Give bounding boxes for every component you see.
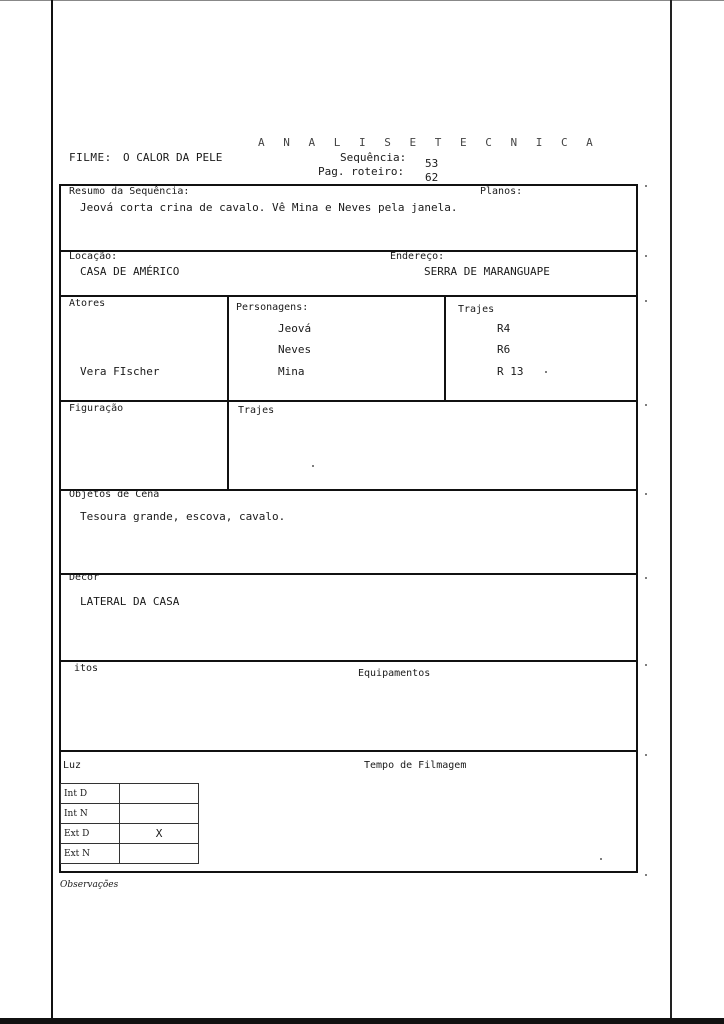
form-border-left bbox=[59, 184, 61, 873]
equipment-label: Equipamentos bbox=[358, 668, 431, 679]
lighting-mark bbox=[120, 784, 199, 804]
address-label: Endereço: bbox=[390, 251, 445, 262]
divider-summary bbox=[59, 250, 638, 252]
divider-cast bbox=[59, 400, 638, 402]
lighting-key: Ext D bbox=[61, 824, 120, 844]
shots-label: Planos: bbox=[480, 186, 523, 197]
decor-label: Decor bbox=[69, 572, 100, 583]
location-label: Locação: bbox=[69, 251, 118, 262]
table-row bbox=[61, 804, 199, 824]
extras-label: Figuração bbox=[69, 403, 124, 414]
scan-speck bbox=[645, 255, 647, 257]
extras-costumes-label: Trajes bbox=[238, 405, 275, 416]
cast-divider-1 bbox=[227, 295, 229, 400]
shooting-time-label: Tempo de Filmagem bbox=[364, 760, 467, 771]
divider-props bbox=[59, 573, 638, 575]
actors-label: Atores bbox=[69, 298, 106, 309]
lighting-key: Int D bbox=[61, 784, 120, 804]
form-border-right bbox=[636, 184, 638, 873]
sequence-number: 53 bbox=[425, 157, 439, 170]
scan-speck bbox=[645, 185, 647, 187]
scan-speck bbox=[645, 404, 647, 406]
table-row bbox=[61, 784, 199, 804]
costume-code: R 13 bbox=[497, 365, 524, 378]
props-value: Tesoura grande, escova, cavalo. bbox=[80, 510, 286, 523]
divider-bottom bbox=[59, 871, 638, 873]
actor-name: Vera FIscher bbox=[80, 365, 160, 378]
location-value: CASA DE AMÉRICO bbox=[80, 265, 180, 278]
table-row bbox=[61, 844, 199, 864]
divider-location bbox=[59, 295, 638, 297]
scan-speck bbox=[312, 465, 314, 467]
costume-code: R4 bbox=[497, 322, 511, 335]
script-page-label: Pag. roteiro: bbox=[318, 165, 405, 178]
scan-speck bbox=[645, 754, 647, 756]
scan-speck bbox=[645, 577, 647, 579]
summary-text: Jeová corta crina de cavalo. Vê Mina e Neves pela janela. bbox=[80, 201, 458, 214]
table-row bbox=[61, 824, 199, 844]
characters-label: Personagens: bbox=[236, 302, 309, 313]
decor-value: LATERAL DA CASA bbox=[80, 595, 180, 608]
scan-speck bbox=[645, 874, 647, 876]
sequence-label: Sequência: bbox=[340, 151, 407, 164]
character-name: Neves bbox=[278, 343, 312, 356]
film-title: O CALOR DA PELE bbox=[123, 151, 223, 164]
notes-label: Observações bbox=[60, 880, 119, 890]
sheet-edge-top bbox=[0, 0, 724, 1]
lighting-table bbox=[60, 783, 199, 864]
costumes-label: Trajes bbox=[458, 304, 495, 315]
scan-speck bbox=[645, 493, 647, 495]
sheet-edge-left bbox=[51, 0, 53, 1024]
lighting-mark bbox=[120, 844, 199, 864]
divider-effects bbox=[59, 750, 638, 752]
lighting-mark: X bbox=[120, 824, 199, 844]
lighting-label: Luz bbox=[63, 760, 82, 771]
character-name: Mina bbox=[278, 365, 305, 378]
scan-speck bbox=[600, 858, 602, 860]
costume-code: R6 bbox=[497, 343, 511, 356]
scan-speck bbox=[645, 300, 647, 302]
extras-divider bbox=[227, 400, 229, 489]
character-name: Jeová bbox=[278, 322, 312, 335]
address-value: SERRA DE MARANGUAPE bbox=[424, 265, 550, 278]
scan-speck bbox=[645, 664, 647, 666]
film-label: FILME: bbox=[69, 151, 112, 164]
script-page-number: 62 bbox=[425, 171, 439, 184]
sheet-edge-right bbox=[670, 0, 672, 1024]
sheet-edge-bottom bbox=[0, 1018, 724, 1024]
effects-label: itos bbox=[74, 663, 99, 674]
scan-speck bbox=[545, 371, 547, 373]
lighting-key: Int N bbox=[61, 804, 120, 824]
divider-decor bbox=[59, 660, 638, 662]
props-label: Objetos de Cena bbox=[69, 489, 160, 500]
lighting-mark bbox=[120, 804, 199, 824]
summary-label: Resumo da Sequência: bbox=[69, 186, 190, 197]
lighting-key: Ext N bbox=[61, 844, 120, 864]
form-title: A N A L I S E T E C N I C A bbox=[258, 136, 599, 149]
cast-divider-2 bbox=[444, 295, 446, 400]
